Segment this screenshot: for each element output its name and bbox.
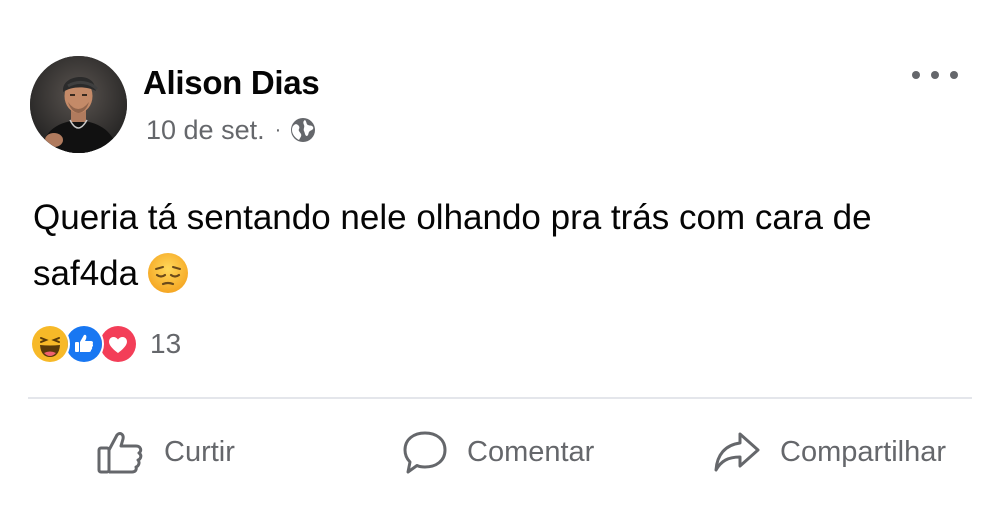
post-text-content: Queria tá sentando nele olhando pra trás com cara de saf4da (33, 198, 872, 293)
share-button[interactable] (712, 424, 946, 480)
more-dot (912, 71, 920, 79)
avatar[interactable] (30, 56, 127, 153)
post-meta (146, 112, 317, 148)
more-dot (931, 71, 939, 79)
haha-reaction-icon (30, 324, 70, 364)
comment-label: Comentar (467, 435, 595, 468)
share-label: Compartilhar (780, 435, 946, 468)
post-date[interactable]: 10 de set. (146, 114, 265, 145)
globe-icon (289, 116, 317, 144)
comment-button[interactable] (401, 424, 594, 480)
divider (28, 397, 972, 399)
meta-separator: · (274, 118, 282, 141)
thumbs-up-icon (96, 427, 146, 477)
like-button[interactable] (96, 424, 235, 480)
pensive-face-emoji (146, 251, 190, 295)
reaction-count: 13 (150, 328, 182, 359)
post-text (33, 190, 973, 302)
more-options-button[interactable] (912, 62, 958, 88)
more-dot (950, 71, 958, 79)
like-label: Curtir (164, 435, 235, 468)
reactions-summary[interactable] (30, 324, 181, 364)
share-icon (712, 428, 762, 476)
comment-icon (401, 428, 449, 476)
author-name[interactable]: Alison Dias (143, 64, 320, 101)
like-reaction-icon (64, 324, 104, 364)
love-reaction-icon (98, 324, 138, 364)
